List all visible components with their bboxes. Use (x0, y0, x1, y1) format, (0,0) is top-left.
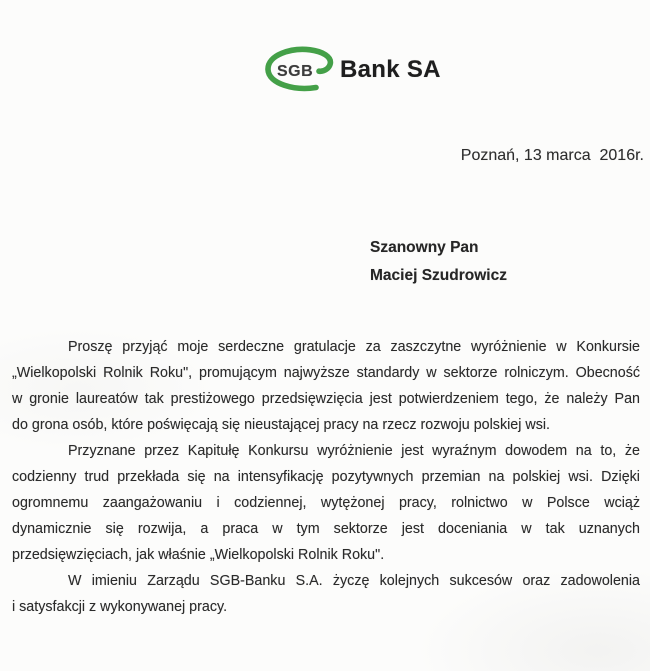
letter-line: przedsięwzięciach, jak właśnie „Wielkopolski Rolnik Roku". (12, 547, 385, 563)
letter-line: i satysfakcji z wykonywanej pracy. (12, 599, 228, 615)
addressee-name: Maciej Szudrowicz (370, 267, 507, 284)
letter-line: do grona osób, które poświęcają się nieustającej pracy na rzecz rozwoju polskiej wsi. (12, 417, 550, 433)
letter-line: dynamicznie się rozwija, a praca w tym sektorze jest doceniania w tak uznanych (12, 521, 640, 537)
addressee-salutation: Szanowny Pan (370, 239, 479, 256)
sgb-logo (264, 46, 441, 94)
letter-line: „Wielkopolski Rolnik Roku", promującym najwyższe standardy w sektorze rolniczym. Obecność (12, 365, 640, 381)
letter-body (12, 334, 640, 620)
letter-line: codzienny trud przekłada się na intensyfikację pozytywnych przemian na polskiej wsi. Dzięki (12, 469, 640, 485)
letter-line: Proszę przyjąć moje serdeczne gratulacje za zaszczytne wyróżnienie w Konkursie (68, 339, 640, 355)
letter-line: w gronie laureatów tak prestiżowego przedsięwzięcia jest potwierdzeniem tego, że należy Pan (12, 391, 640, 407)
letter-line: W imieniu Zarządu SGB-Banku S.A. życzę kolejnych sukcesów oraz zadowolenia (68, 573, 640, 589)
sgb-logo-mark (264, 46, 334, 94)
letter-line: ogromnemu zaangażowaniu i codziennej, wytężonej pracy, rolnictwo w Polsce wciąż (12, 495, 640, 511)
sgb-logo-text: SGB (277, 63, 314, 80)
letter-line: Przyznane przez Kapitułę Konkursu wyróżnienie jest wyraźnym dowodem na to, że (68, 443, 640, 459)
date-line: Poznań, 13 marca 2016r. (460, 147, 644, 164)
addressee-block (370, 234, 507, 290)
bank-name: Bank SA (340, 56, 441, 83)
